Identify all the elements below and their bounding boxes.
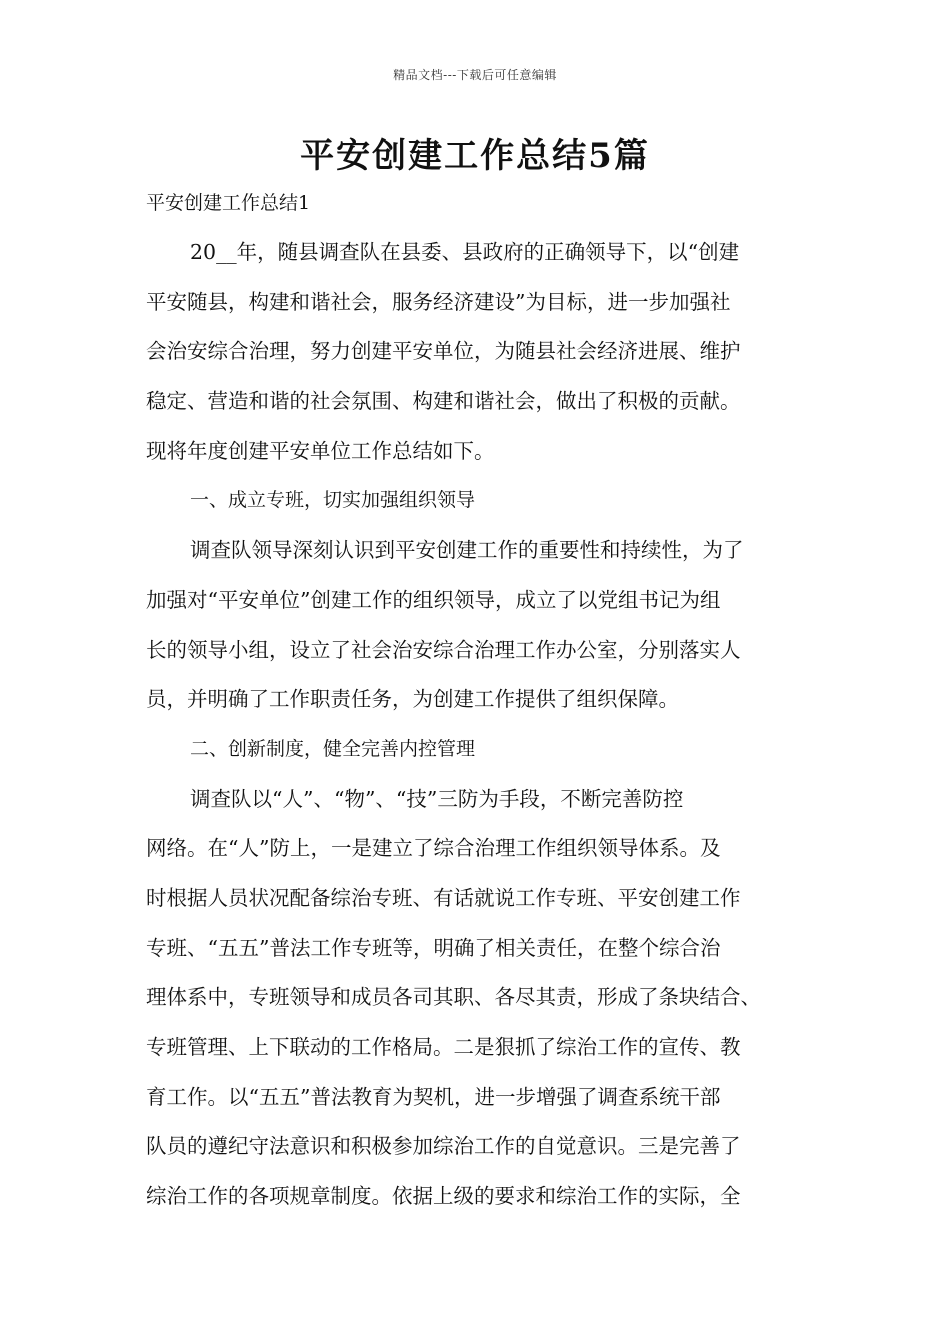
paragraph-line: 调查队以“人”、“物”、“技”三防为手段，不断完善防控 [190,786,684,811]
body-text [146,228,808,1222]
paragraph-line: 加强对“平安单位”创建工作的组织领导，成立了以党组书记为组 [146,587,721,612]
section-subtitle: 平安创建工作总结1 [146,192,311,214]
paragraph-line: 员，并明确了工作职责任务，为创建工作提供了组织保障。 [146,687,679,712]
paragraph-line: 时根据人员状况配备综治专班、有话就说工作专班、平安创建工作 [146,885,741,910]
paragraph-line: 网络。在“人”防上，一是建立了综合治理工作组织领导体系。及 [146,836,721,861]
section-heading: 二、创新制度，健全完善内控管理 [190,737,476,760]
section-heading: 一、成立专班，切实加强组织领导 [190,489,476,512]
paragraph-line: 20__年，随县调查队在县委、县政府的正确领导下，以“创建 [190,240,740,264]
document-title: 平安创建工作总结5篇 [300,136,650,176]
paragraph-line: 专班管理、上下联动的工作格局。二是狠抓了综治工作的宣传、教 [146,1035,741,1059]
paragraph-line: 专班、“五五”普法工作专班等，明确了相关责任，在整个综合治 [146,935,721,960]
paragraph-line: 理体系中，专班领导和成员各司其职、各尽其责，形成了条块结合、 [146,985,761,1010]
paragraph-line: 育工作。以“五五”普法教育为契机，进一步增强了调查系统干部 [146,1084,721,1109]
paragraph-line: 队员的遵纪守法意识和积极参加综治工作的自觉意识。三是完善了 [146,1134,741,1159]
paragraph-line: 调查队领导深刻认识到平安创建工作的重要性和持续性，为了 [190,538,744,563]
paragraph-line: 平安随县，构建和谐社会，服务经济建设”为目标，进一步加强社 [146,289,731,314]
header-note: 精品文档---下载后可任意编辑 [393,68,557,82]
paragraph-line: 稳定、营造和谐的社会氛围、构建和谐社会，做出了积极的贡献。 [146,389,741,414]
paragraph-line: 现将年度创建平安单位工作总结如下。 [146,438,495,463]
paragraph-line: 长的领导小组，设立了社会治安综合治理工作办公室，分别落实人 [146,637,741,662]
paragraph-line: 综治工作的各项规章制度。依据上级的要求和综治工作的实际，全 [146,1184,741,1209]
paragraph-line: 会治安综合治理，努力创建平安单位，为随县社会经济进展、维护 [146,339,741,364]
